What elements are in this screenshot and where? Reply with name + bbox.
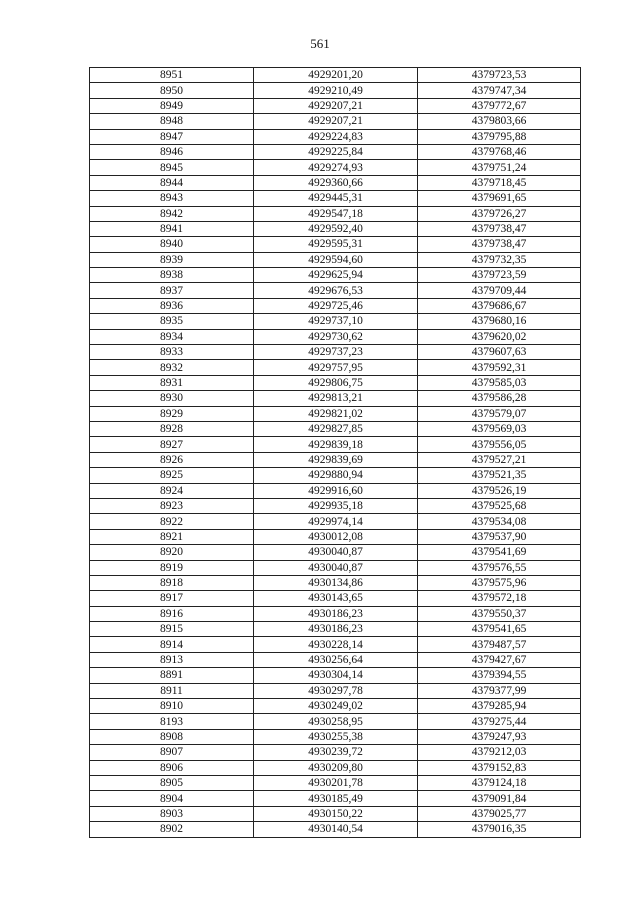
- table-row: [90, 298, 581, 313]
- y-coordinate-cell: 4379620,02: [418, 329, 581, 344]
- x-coordinate-cell: 4929625,94: [254, 268, 418, 283]
- x-coordinate-cell: 4929730,62: [254, 329, 418, 344]
- point-number-cell: 8911: [90, 683, 254, 698]
- point-number-cell: 8937: [90, 283, 254, 298]
- y-coordinate-cell: 4379686,67: [418, 298, 581, 313]
- x-coordinate-cell: 4930143,65: [254, 591, 418, 606]
- table-row: [90, 206, 581, 221]
- point-number-cell: 8906: [90, 760, 254, 775]
- table-row: [90, 329, 581, 344]
- x-coordinate-cell: 4930150,22: [254, 806, 418, 821]
- point-number-cell: 8948: [90, 114, 254, 129]
- table-row: [90, 83, 581, 98]
- point-number-cell: 8928: [90, 421, 254, 436]
- y-coordinate-cell: 4379738,47: [418, 221, 581, 236]
- point-number-cell: 8939: [90, 252, 254, 267]
- point-number-cell: 8917: [90, 591, 254, 606]
- x-coordinate-cell: 4929207,21: [254, 98, 418, 113]
- y-coordinate-cell: 4379025,77: [418, 806, 581, 821]
- y-coordinate-cell: 4379747,34: [418, 83, 581, 98]
- table-row: [90, 175, 581, 190]
- x-coordinate-cell: 4930185,49: [254, 791, 418, 806]
- table-row: [90, 729, 581, 744]
- table-row: [90, 514, 581, 529]
- y-coordinate-cell: 4379525,68: [418, 498, 581, 513]
- y-coordinate-cell: 4379575,96: [418, 575, 581, 590]
- y-coordinate-cell: 4379723,59: [418, 268, 581, 283]
- x-coordinate-cell: 4930255,38: [254, 729, 418, 744]
- table-row: [90, 745, 581, 760]
- table-row: [90, 129, 581, 144]
- point-number-cell: 8905: [90, 775, 254, 790]
- table-row: [90, 421, 581, 436]
- table-row: [90, 114, 581, 129]
- table-row: [90, 314, 581, 329]
- y-coordinate-cell: 4379091,84: [418, 791, 581, 806]
- y-coordinate-cell: 4379124,18: [418, 775, 581, 790]
- y-coordinate-cell: 4379768,46: [418, 144, 581, 159]
- table-row: [90, 652, 581, 667]
- y-coordinate-cell: 4379607,63: [418, 345, 581, 360]
- y-coordinate-cell: 4379541,65: [418, 622, 581, 637]
- table-row: [90, 760, 581, 775]
- point-number-cell: 8950: [90, 83, 254, 98]
- y-coordinate-cell: 4379718,45: [418, 175, 581, 190]
- x-coordinate-cell: 4929916,60: [254, 483, 418, 498]
- point-number-cell: 8922: [90, 514, 254, 529]
- x-coordinate-cell: 4929360,66: [254, 175, 418, 190]
- point-number-cell: 8932: [90, 360, 254, 375]
- point-number-cell: 8949: [90, 98, 254, 113]
- point-number-cell: 8918: [90, 575, 254, 590]
- table-row: [90, 144, 581, 159]
- x-coordinate-cell: 4929935,18: [254, 498, 418, 513]
- point-number-cell: 8924: [90, 483, 254, 498]
- table-row: [90, 591, 581, 606]
- x-coordinate-cell: 4930040,87: [254, 560, 418, 575]
- x-coordinate-cell: 4929813,21: [254, 391, 418, 406]
- y-coordinate-cell: 4379585,03: [418, 375, 581, 390]
- table-row: [90, 268, 581, 283]
- x-coordinate-cell: 4929737,23: [254, 345, 418, 360]
- y-coordinate-cell: 4379275,44: [418, 714, 581, 729]
- x-coordinate-cell: 4929839,18: [254, 437, 418, 452]
- table-row: [90, 637, 581, 652]
- x-coordinate-cell: 4930209,80: [254, 760, 418, 775]
- table-row: [90, 714, 581, 729]
- page-number: 561: [310, 36, 330, 51]
- point-number-cell: 8920: [90, 545, 254, 560]
- y-coordinate-cell: 4379487,57: [418, 637, 581, 652]
- x-coordinate-cell: 4929827,85: [254, 421, 418, 436]
- x-coordinate-cell: 4929445,31: [254, 191, 418, 206]
- x-coordinate-cell: 4930134,86: [254, 575, 418, 590]
- point-number-cell: 8951: [90, 68, 254, 83]
- table-row: [90, 160, 581, 175]
- x-coordinate-cell: 4929757,95: [254, 360, 418, 375]
- coordinates-table: [89, 67, 581, 838]
- table-row: [90, 822, 581, 837]
- table-row: [90, 452, 581, 467]
- x-coordinate-cell: 4929880,94: [254, 468, 418, 483]
- table-row: [90, 791, 581, 806]
- point-number-cell: 8944: [90, 175, 254, 190]
- table-row: [90, 806, 581, 821]
- table-row: [90, 360, 581, 375]
- point-number-cell: 8927: [90, 437, 254, 452]
- point-number-cell: 8193: [90, 714, 254, 729]
- point-number-cell: 8947: [90, 129, 254, 144]
- x-coordinate-cell: 4930140,54: [254, 822, 418, 837]
- table-row: [90, 191, 581, 206]
- y-coordinate-cell: 4379377,99: [418, 683, 581, 698]
- point-number-cell: 8926: [90, 452, 254, 467]
- x-coordinate-cell: 4929594,60: [254, 252, 418, 267]
- table-row: [90, 560, 581, 575]
- table-row: [90, 498, 581, 513]
- y-coordinate-cell: 4379285,94: [418, 699, 581, 714]
- x-coordinate-cell: 4929725,46: [254, 298, 418, 313]
- point-number-cell: 8931: [90, 375, 254, 390]
- table-row: [90, 483, 581, 498]
- point-number-cell: 8904: [90, 791, 254, 806]
- table-row: [90, 529, 581, 544]
- x-coordinate-cell: 4929821,02: [254, 406, 418, 421]
- point-number-cell: 8938: [90, 268, 254, 283]
- point-number-cell: 8908: [90, 729, 254, 744]
- y-coordinate-cell: 4379772,67: [418, 98, 581, 113]
- table-row: [90, 68, 581, 83]
- table-row: [90, 237, 581, 252]
- point-number-cell: 8914: [90, 637, 254, 652]
- table-row: [90, 221, 581, 236]
- y-coordinate-cell: 4379427,67: [418, 652, 581, 667]
- table-row: [90, 606, 581, 621]
- point-number-cell: 8910: [90, 699, 254, 714]
- y-coordinate-cell: 4379016,35: [418, 822, 581, 837]
- x-coordinate-cell: 4930040,87: [254, 545, 418, 560]
- x-coordinate-cell: 4929224,83: [254, 129, 418, 144]
- table-row: [90, 345, 581, 360]
- table-row: [90, 252, 581, 267]
- point-number-cell: 8946: [90, 144, 254, 159]
- point-number-cell: 8929: [90, 406, 254, 421]
- y-coordinate-cell: 4379680,16: [418, 314, 581, 329]
- table-row: [90, 375, 581, 390]
- x-coordinate-cell: 4929595,31: [254, 237, 418, 252]
- x-coordinate-cell: 4929737,10: [254, 314, 418, 329]
- y-coordinate-cell: 4379586,28: [418, 391, 581, 406]
- point-number-cell: 8925: [90, 468, 254, 483]
- x-coordinate-cell: 4930304,14: [254, 668, 418, 683]
- point-number-cell: 8907: [90, 745, 254, 760]
- table-row: [90, 283, 581, 298]
- table-row: [90, 699, 581, 714]
- y-coordinate-cell: 4379795,88: [418, 129, 581, 144]
- x-coordinate-cell: 4929806,75: [254, 375, 418, 390]
- point-number-cell: 8913: [90, 652, 254, 667]
- table-row: [90, 668, 581, 683]
- point-number-cell: 8933: [90, 345, 254, 360]
- x-coordinate-cell: 4929201,20: [254, 68, 418, 83]
- point-number-cell: 8891: [90, 668, 254, 683]
- table-row: [90, 468, 581, 483]
- y-coordinate-cell: 4379751,24: [418, 160, 581, 175]
- point-number-cell: 8945: [90, 160, 254, 175]
- x-coordinate-cell: 4929210,49: [254, 83, 418, 98]
- x-coordinate-cell: 4930228,14: [254, 637, 418, 652]
- x-coordinate-cell: 4929676,53: [254, 283, 418, 298]
- y-coordinate-cell: 4379572,18: [418, 591, 581, 606]
- point-number-cell: 8903: [90, 806, 254, 821]
- point-number-cell: 8923: [90, 498, 254, 513]
- table-body: [90, 68, 581, 838]
- y-coordinate-cell: 4379556,05: [418, 437, 581, 452]
- y-coordinate-cell: 4379537,90: [418, 529, 581, 544]
- point-number-cell: 8941: [90, 221, 254, 236]
- y-coordinate-cell: 4379726,27: [418, 206, 581, 221]
- x-coordinate-cell: 4930186,23: [254, 606, 418, 621]
- y-coordinate-cell: 4379723,53: [418, 68, 581, 83]
- table-row: [90, 622, 581, 637]
- table-row: [90, 775, 581, 790]
- table-row: [90, 575, 581, 590]
- point-number-cell: 8916: [90, 606, 254, 621]
- x-coordinate-cell: 4930201,78: [254, 775, 418, 790]
- point-number-cell: 8902: [90, 822, 254, 837]
- x-coordinate-cell: 4929592,40: [254, 221, 418, 236]
- y-coordinate-cell: 4379803,66: [418, 114, 581, 129]
- point-number-cell: 8943: [90, 191, 254, 206]
- y-coordinate-cell: 4379569,03: [418, 421, 581, 436]
- x-coordinate-cell: 4930297,78: [254, 683, 418, 698]
- y-coordinate-cell: 4379394,55: [418, 668, 581, 683]
- x-coordinate-cell: 4930256,64: [254, 652, 418, 667]
- y-coordinate-cell: 4379576,55: [418, 560, 581, 575]
- point-number-cell: 8919: [90, 560, 254, 575]
- point-number-cell: 8934: [90, 329, 254, 344]
- x-coordinate-cell: 4929547,18: [254, 206, 418, 221]
- point-number-cell: 8936: [90, 298, 254, 313]
- y-coordinate-cell: 4379738,47: [418, 237, 581, 252]
- point-number-cell: 8935: [90, 314, 254, 329]
- table-row: [90, 437, 581, 452]
- y-coordinate-cell: 4379521,35: [418, 468, 581, 483]
- point-number-cell: 8930: [90, 391, 254, 406]
- table-row: [90, 545, 581, 560]
- y-coordinate-cell: 4379247,93: [418, 729, 581, 744]
- y-coordinate-cell: 4379527,21: [418, 452, 581, 467]
- point-number-cell: 8942: [90, 206, 254, 221]
- y-coordinate-cell: 4379152,83: [418, 760, 581, 775]
- y-coordinate-cell: 4379691,65: [418, 191, 581, 206]
- x-coordinate-cell: 4930186,23: [254, 622, 418, 637]
- x-coordinate-cell: 4929225,84: [254, 144, 418, 159]
- point-number-cell: 8915: [90, 622, 254, 637]
- x-coordinate-cell: 4929974,14: [254, 514, 418, 529]
- x-coordinate-cell: 4930239,72: [254, 745, 418, 760]
- x-coordinate-cell: 4930249,02: [254, 699, 418, 714]
- y-coordinate-cell: 4379579,07: [418, 406, 581, 421]
- y-coordinate-cell: 4379550,37: [418, 606, 581, 621]
- x-coordinate-cell: 4929839,69: [254, 452, 418, 467]
- point-number-cell: 8921: [90, 529, 254, 544]
- y-coordinate-cell: 4379592,31: [418, 360, 581, 375]
- table-row: [90, 683, 581, 698]
- y-coordinate-cell: 4379732,35: [418, 252, 581, 267]
- table-row: [90, 98, 581, 113]
- y-coordinate-cell: 4379534,08: [418, 514, 581, 529]
- table-row: [90, 406, 581, 421]
- y-coordinate-cell: 4379212,03: [418, 745, 581, 760]
- x-coordinate-cell: 4930012,08: [254, 529, 418, 544]
- y-coordinate-cell: 4379526,19: [418, 483, 581, 498]
- x-coordinate-cell: 4929274,93: [254, 160, 418, 175]
- y-coordinate-cell: 4379709,44: [418, 283, 581, 298]
- y-coordinate-cell: 4379541,69: [418, 545, 581, 560]
- point-number-cell: 8940: [90, 237, 254, 252]
- x-coordinate-cell: 4930258,95: [254, 714, 418, 729]
- table-row: [90, 391, 581, 406]
- x-coordinate-cell: 4929207,21: [254, 114, 418, 129]
